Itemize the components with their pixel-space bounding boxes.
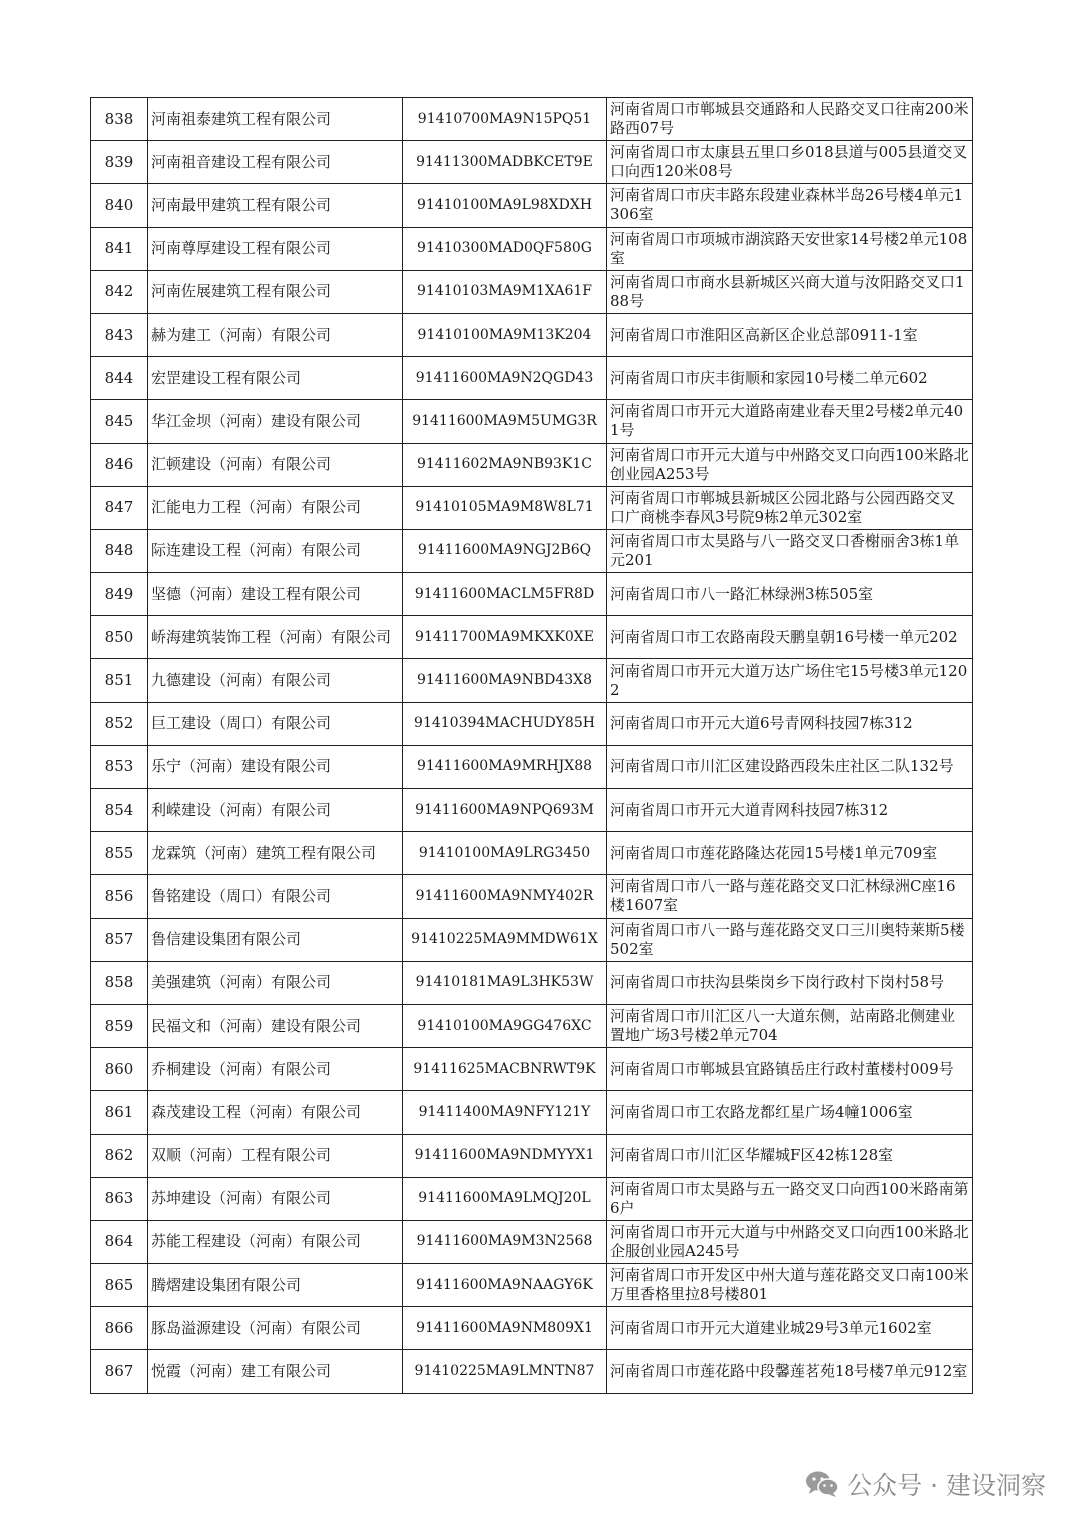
table-row [91, 875, 973, 918]
credit-code: 91410394MACHUDY85H [403, 702, 607, 745]
table-row [91, 270, 973, 313]
table-row [91, 573, 973, 616]
company-address: 河南省周口市八一路汇林绿洲3栋505室 [607, 573, 973, 616]
row-number: 855 [91, 832, 148, 875]
company-name: 华江金坝（河南）建设有限公司 [148, 400, 403, 443]
company-address: 河南省周口市太昊路与五一路交叉口向西100米路南第6户 [607, 1177, 973, 1220]
table-row [91, 1220, 973, 1263]
table-row [91, 313, 973, 356]
row-number: 851 [91, 659, 148, 702]
company-name: 坚德（河南）建设工程有限公司 [148, 573, 403, 616]
row-number: 852 [91, 702, 148, 745]
credit-code: 91411600MA9M5UMG3R [403, 400, 607, 443]
credit-code: 91411300MADBKCET9E [403, 141, 607, 184]
row-number: 860 [91, 1048, 148, 1091]
company-address: 河南省周口市工农路南段天鹏皇朝16号楼一单元202 [607, 616, 973, 659]
company-address: 河南省周口市庆丰路东段建业森林半岛26号楼4单元1306室 [607, 184, 973, 227]
company-name: 美强建筑（河南）有限公司 [148, 961, 403, 1004]
row-number: 840 [91, 184, 148, 227]
company-name: 森茂建设工程（河南）有限公司 [148, 1091, 403, 1134]
company-name: 腾熠建设集团有限公司 [148, 1264, 403, 1307]
row-number: 838 [91, 98, 148, 141]
watermark [805, 1466, 1046, 1502]
row-number: 865 [91, 1264, 148, 1307]
credit-code: 91411602MA9NB93K1C [403, 443, 607, 486]
company-address: 河南省周口市川汇区华耀城F区42栋128室 [607, 1134, 973, 1177]
company-name: 豚岛溢源建设（河南）有限公司 [148, 1307, 403, 1350]
company-address: 河南省周口市八一路与莲花路交叉口汇林绿洲C座16楼1607室 [607, 875, 973, 918]
company-name: 苏能工程建设（河南）有限公司 [148, 1220, 403, 1263]
credit-code: 91411600MA9NDMYYX1 [403, 1134, 607, 1177]
company-name: 乐宁（河南）建设有限公司 [148, 745, 403, 788]
row-number: 843 [91, 313, 148, 356]
credit-code: 91410100MA9LRG3450 [403, 832, 607, 875]
row-number: 846 [91, 443, 148, 486]
company-address: 河南省周口市开元大道路南建业春天里2号楼2单元401号 [607, 400, 973, 443]
table-row [91, 616, 973, 659]
table-row [91, 227, 973, 270]
company-name: 河南最甲建筑工程有限公司 [148, 184, 403, 227]
table-row [91, 1004, 973, 1047]
credit-code: 91411600MA9NAAGY6K [403, 1264, 607, 1307]
company-name: 宏罡建设工程有限公司 [148, 357, 403, 400]
table-row [91, 1134, 973, 1177]
table-row [91, 789, 973, 832]
company-address: 河南省周口市扶沟县柴岗乡下岗行政村下岗村58号 [607, 961, 973, 1004]
credit-code: 91410100MA9L98XDXH [403, 184, 607, 227]
table-row [91, 184, 973, 227]
row-number: 844 [91, 357, 148, 400]
credit-code: 91410100MA9M13K204 [403, 313, 607, 356]
row-number: 857 [91, 918, 148, 961]
company-address: 河南省周口市川汇区建设路西段朱庄社区二队132号 [607, 745, 973, 788]
row-number: 856 [91, 875, 148, 918]
credit-code: 91411600MA9N2QGD43 [403, 357, 607, 400]
company-name: 河南祖音建设工程有限公司 [148, 141, 403, 184]
company-address: 河南省周口市川汇区八一大道东侧，站南路北侧建业置地广场3号楼2单元704 [607, 1004, 973, 1047]
row-number: 863 [91, 1177, 148, 1220]
row-number: 862 [91, 1134, 148, 1177]
company-address: 河南省周口市工农路龙都红星广场4幢1006室 [607, 1091, 973, 1134]
row-number: 864 [91, 1220, 148, 1263]
credit-code: 91411600MA9LMQJ20L [403, 1177, 607, 1220]
row-number: 854 [91, 789, 148, 832]
company-name: 九德建设（河南）有限公司 [148, 659, 403, 702]
row-number: 858 [91, 961, 148, 1004]
watermark-text: 公众号 · 建设洞察 [847, 1471, 1046, 1500]
credit-code: 91410225MA9MMDW61X [403, 918, 607, 961]
company-address: 河南省周口市莲花路隆达花园15号楼1单元709室 [607, 832, 973, 875]
company-name: 汇能电力工程（河南）有限公司 [148, 486, 403, 529]
credit-code: 91411600MA9M3N2568 [403, 1220, 607, 1263]
table-row [91, 443, 973, 486]
company-name: 际连建设工程（河南）有限公司 [148, 529, 403, 572]
credit-code: 91411625MACBNRWT9K [403, 1048, 607, 1091]
table-row [91, 141, 973, 184]
row-number: 866 [91, 1307, 148, 1350]
company-name: 河南祖泰建筑工程有限公司 [148, 98, 403, 141]
company-name: 龙霖筑（河南）建筑工程有限公司 [148, 832, 403, 875]
table-row [91, 1091, 973, 1134]
company-address: 河南省周口市太昊路与八一路交叉口香榭丽舍3栋1单元201 [607, 529, 973, 572]
company-address: 河南省周口市太康县五里口乡018县道与005县道交叉口向西120米08号 [607, 141, 973, 184]
table-row [91, 702, 973, 745]
company-address: 河南省周口市开元大道与中州路交叉口向西100米路北企服创业园A245号 [607, 1220, 973, 1263]
table-row [91, 486, 973, 529]
row-number: 859 [91, 1004, 148, 1047]
company-name: 悦霞（河南）建工有限公司 [148, 1350, 403, 1393]
company-name: 峤海建筑装饰工程（河南）有限公司 [148, 616, 403, 659]
company-address: 河南省周口市开元大道青网科技园7栋312 [607, 789, 973, 832]
credit-code: 91410300MAD0QF580G [403, 227, 607, 270]
company-name: 汇顿建设（河南）有限公司 [148, 443, 403, 486]
company-name: 河南尊厚建设工程有限公司 [148, 227, 403, 270]
credit-code: 91410105MA9M8W8L71 [403, 486, 607, 529]
row-number: 845 [91, 400, 148, 443]
company-address: 河南省周口市项城市湖滨路天安世家14号楼2单元108室 [607, 227, 973, 270]
table-row [91, 1048, 973, 1091]
company-address: 河南省周口市淮阳区高新区企业总部0911-1室 [607, 313, 973, 356]
credit-code: 91410100MA9GG476XC [403, 1004, 607, 1047]
row-number: 867 [91, 1350, 148, 1393]
row-number: 861 [91, 1091, 148, 1134]
row-number: 842 [91, 270, 148, 313]
company-address: 河南省周口市八一路与莲花路交叉口三川奥特莱斯5楼502室 [607, 918, 973, 961]
credit-code: 91410103MA9M1XA61F [403, 270, 607, 313]
table-row [91, 659, 973, 702]
table-row [91, 1350, 973, 1393]
company-address: 河南省周口市郸城县交通路和人民路交叉口往南200米路西07号 [607, 98, 973, 141]
company-address: 河南省周口市莲花路中段馨莲茗苑18号楼7单元912室 [607, 1350, 973, 1393]
company-name: 鲁铭建设（周口）有限公司 [148, 875, 403, 918]
credit-code: 91410700MA9N15PQ51 [403, 98, 607, 141]
table-row [91, 961, 973, 1004]
table-row [91, 529, 973, 572]
credit-code: 91411600MA9NPQ693M [403, 789, 607, 832]
table-row [91, 832, 973, 875]
table-row [91, 1307, 973, 1350]
row-number: 853 [91, 745, 148, 788]
company-name: 苏坤建设（河南）有限公司 [148, 1177, 403, 1220]
credit-code: 91411600MA9NM809X1 [403, 1307, 607, 1350]
company-name: 鲁信建设集团有限公司 [148, 918, 403, 961]
row-number: 850 [91, 616, 148, 659]
row-number: 839 [91, 141, 148, 184]
credit-code: 91411700MA9MKXK0XE [403, 616, 607, 659]
wechat-icon [805, 1470, 839, 1498]
table-row [91, 1264, 973, 1307]
company-address: 河南省周口市郸城县宜路镇岳庄行政村董楼村009号 [607, 1048, 973, 1091]
company-address: 河南省周口市开元大道建业城29号3单元1602室 [607, 1307, 973, 1350]
company-name: 双顺（河南）工程有限公司 [148, 1134, 403, 1177]
company-name: 巨工建设（周口）有限公司 [148, 702, 403, 745]
company-name: 河南佐展建筑工程有限公司 [148, 270, 403, 313]
credit-code: 91410225MA9LMNTN87 [403, 1350, 607, 1393]
table-row [91, 98, 973, 141]
credit-code: 91410181MA9L3HK53W [403, 961, 607, 1004]
credit-code: 91411600MA9NBD43X8 [403, 659, 607, 702]
table-row [91, 400, 973, 443]
company-table [90, 97, 973, 1394]
credit-code: 91411600MA9NGJ2B6Q [403, 529, 607, 572]
table-body [91, 98, 973, 1394]
company-address: 河南省周口市开元大道6号青网科技园7栋312 [607, 702, 973, 745]
table-row [91, 357, 973, 400]
row-number: 849 [91, 573, 148, 616]
company-name: 利嵘建设（河南）有限公司 [148, 789, 403, 832]
row-number: 841 [91, 227, 148, 270]
company-address: 河南省周口市开元大道万达广场住宅15号楼3单元1202 [607, 659, 973, 702]
company-address: 河南省周口市郸城县新城区公园北路与公园西路交叉口广商桃李春风3号院9栋2单元302室 [607, 486, 973, 529]
row-number: 848 [91, 529, 148, 572]
company-name: 赫为建工（河南）有限公司 [148, 313, 403, 356]
credit-code: 91411600MACLM5FR8D [403, 573, 607, 616]
company-name: 民福文和（河南）建设有限公司 [148, 1004, 403, 1047]
company-address: 河南省周口市商水县新城区兴商大道与汝阳路交叉口188号 [607, 270, 973, 313]
credit-code: 91411600MA9NMY402R [403, 875, 607, 918]
credit-code: 91411600MA9MRHJX88 [403, 745, 607, 788]
table-row [91, 745, 973, 788]
credit-code: 91411400MA9NFY121Y [403, 1091, 607, 1134]
company-address: 河南省周口市开发区中州大道与莲花路交叉口南100米万里香格里拉8号楼801 [607, 1264, 973, 1307]
company-name: 乔桐建设（河南）有限公司 [148, 1048, 403, 1091]
table-row [91, 918, 973, 961]
company-address: 河南省周口市开元大道与中州路交叉口向西100米路北创业园A253号 [607, 443, 973, 486]
row-number: 847 [91, 486, 148, 529]
company-address: 河南省周口市庆丰街顺和家园10号楼二单元602 [607, 357, 973, 400]
table-row [91, 1177, 973, 1220]
